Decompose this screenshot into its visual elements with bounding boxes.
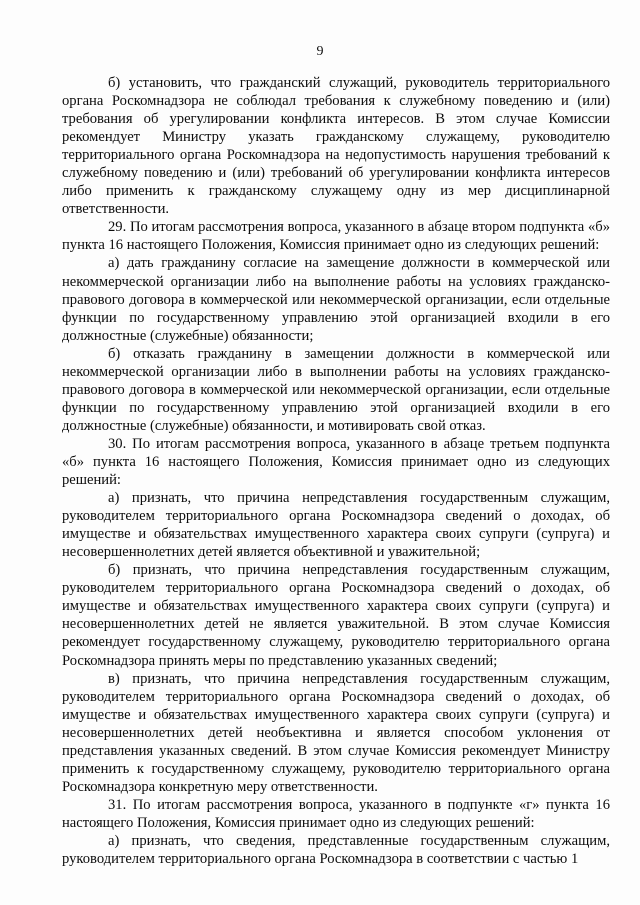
- page-number: 9: [316, 44, 324, 59]
- document-body: [62, 74, 610, 868]
- paragraph-30v: в) признать, что причина непредставления государственным служащим, руководителем территориального органа Роскомнадзора сведений о доходах, об имуществе и обязательствах имущественного характера своих супруги (супруга) и несовершеннолетних детей необъективна и является способом уклонения от представления указанных сведений. В этом случае Комиссия рекомендует Министру применить к государственному служащему, руководителю территориального органа Роскомнадзора конкретную меру ответственности.: [62, 670, 610, 795]
- paragraph-30a: а) признать, что причина непредставления государственным служащим, руководителем территориального органа Роскомнадзора сведений о доходах, об имуществе и обязательствах имущественного характера своих супруги (супруга) и несовершеннолетних детей является объективной и уважительной;: [62, 490, 610, 561]
- paragraph-30: 30. По итогам рассмотрения вопроса, указанного в абзаце третьем подпункта «б» пункта 16 настоящего Положения, Комиссия принимает одно из следующих решений:: [62, 435, 610, 489]
- paragraph-28b: б) установить, что гражданский служащий, руководитель территориального органа Роскомнадзора не соблюдал требования к служебному поведению и (или) требования об урегулировании конфликта интересов. В этом случае Комиссии рекомендует Министру указать гражданскому служащему, руководителю территориального органа Роскомнадзора на недопустимость нарушения требований к служебному поведению и (или) требований об урегулировании конфликта интересов либо применить к гражданскому служащему одну из мер дисциплинарной ответственности.: [62, 75, 610, 218]
- paragraph-31: 31. По итогам рассмотрения вопроса, указанного в подпункте «г» пункта 16 настоящего Положения, Комиссия принимает одно из следующих решений:: [62, 796, 610, 831]
- paragraph-29b: б) отказать гражданину в замещении должности в коммерческой или некоммерческой организации либо в выполнении работы на условиях гражданско-правового договора в коммерческой или некоммерческой организации, если отдельные функции по государственному управлению этой организацией входили в его должностные (служебные) обязанности, и мотивировать свой отказ.: [62, 345, 610, 434]
- paragraph-29: 29. По итогам рассмотрения вопроса, указанного в абзаце втором подпункта «б» пункта 16 настоящего Положения, Комиссия принимает одно из следующих решений:: [62, 219, 610, 254]
- paragraph-31a: а) признать, что сведения, представленные государственным служащим, руководителем территориального органа Роскомнадзора в соответствии с частью 1: [62, 832, 610, 868]
- paragraph-29a: а) дать гражданину согласие на замещение должности в коммерческой или некоммерческой организации либо на выполнение работы на условиях гражданско-правового договора в коммерческой или некоммерческой организации, если отдельные функции по государственному управлению этой организацией входили в его должностные (служебные) обязанности;: [62, 255, 610, 344]
- paragraph-30b: б) признать, что причина непредставления государственным служащим, руководителем территориального органа Роскомнадзора сведений о доходах, об имуществе и обязательствах имущественного характера своих супруги (супруга) и несовершеннолетних детей не является уважительной. В этом случае Комиссия рекомендует государственному служащему, руководителю территориального органа Роскомнадзора принять меры по представлению указанных сведений;: [62, 562, 610, 669]
